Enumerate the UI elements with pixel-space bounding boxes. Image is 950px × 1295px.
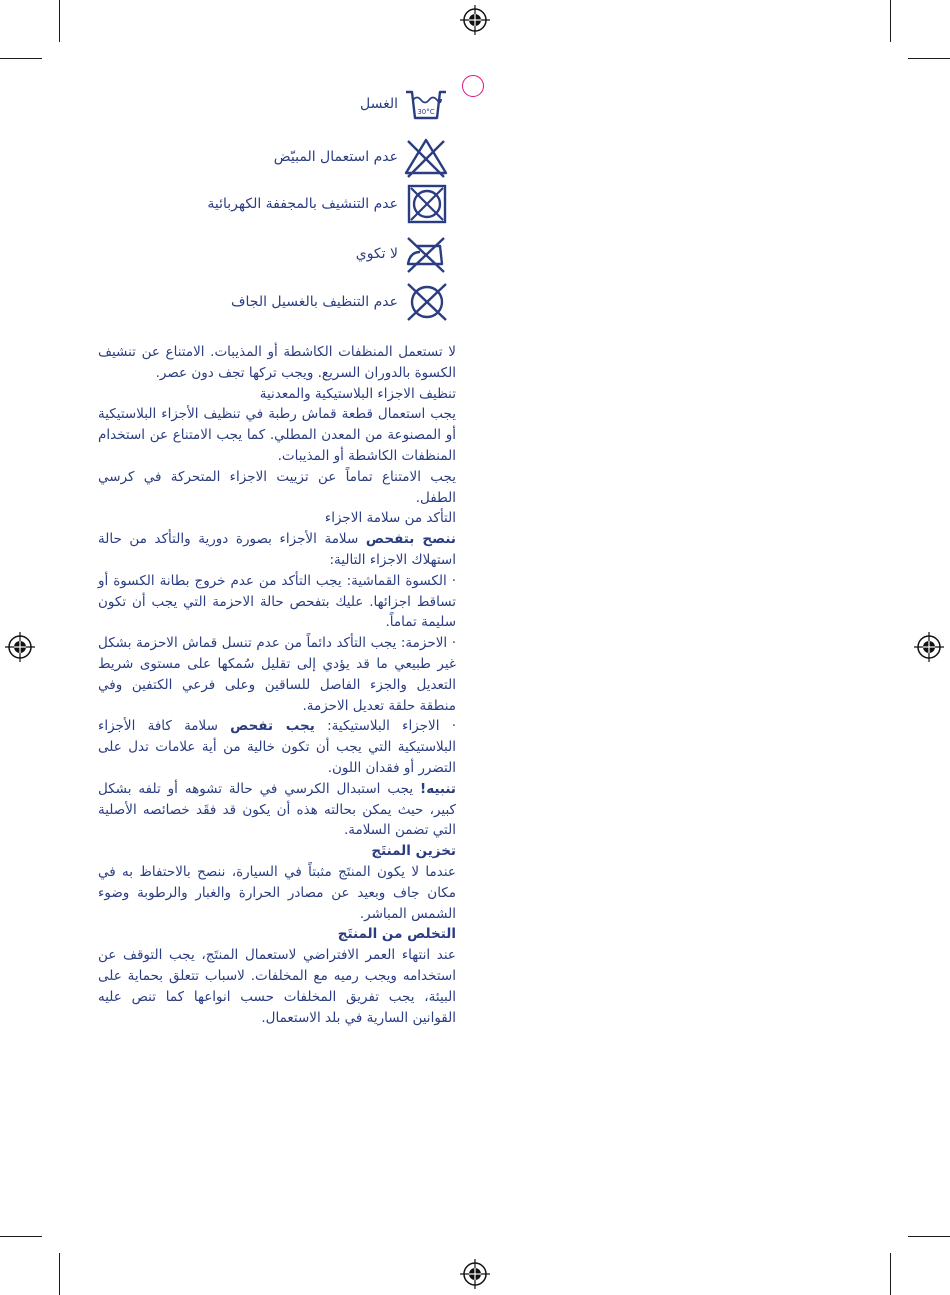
crop-mark	[0, 58, 42, 59]
no-iron-icon	[402, 232, 450, 276]
crop-mark	[890, 1253, 891, 1295]
crop-mark	[890, 0, 891, 42]
care-label-dryclean: عدم التنظيف بالغسيل الجاف	[231, 294, 398, 310]
warning-label: تنبيه!	[420, 780, 456, 797]
care-label-tumble: عدم التنشيف بالمجففة الكهربائية	[207, 196, 398, 212]
registration-mark-top	[460, 5, 490, 35]
page-marker-circle	[462, 75, 484, 97]
warning-paragraph	[98, 779, 456, 841]
bullet-item: · الكسوة القماشية: يجب التأكد من عدم خروج بطانة الكسوة أو تساقط اجزائها. عليك بتفحص حالة الاحزمة التي يجب أن تكون سليمة تماماً.	[98, 572, 456, 631]
registration-mark-right	[914, 632, 944, 662]
care-label-iron: لا تكوي	[355, 246, 398, 262]
bullet-item	[98, 716, 456, 778]
paragraph: عند انتهاء العمر الافتراضي لاستعمال المنتَج، يجب التوقف عن استخدامه ويجب رميه مع المخلفات. لاسباب تتعلق بحماية على البيئة، يجب تفريق المخلفات حسب انواعها كما تنص عليه القوانين السارية في بلد الاستعمال.	[98, 947, 456, 1026]
bullet-text: سلامة كافة الأجزاء البلاستيكية التي يجب أن تكون خالية من أية علامات تدل على التضرر أو فقدان اللون.	[98, 718, 456, 776]
paragraph: عندما لا يكون المنتَج مثبتاً في السيارة، ننصح بالاحتفاظ به في مكان جاف وبعيد عن مصادر الحرارة والغبار والرطوبة وضوء الشمس المباشر.	[98, 863, 456, 922]
care-row-wash	[0, 82, 460, 126]
paragraph-text: سلامة الأجزاء بصورة دورية والتأكد من حالة استهلاك الاجزاء التالية:	[98, 531, 456, 568]
paragraph: يجب الامتناع تماماً عن تزييت الاجزاء المتحركة في كرسي الطفل.	[98, 468, 456, 506]
section-heading: التأكد من سلامة الاجزاء	[324, 510, 456, 527]
heading-text: تخزين المنتَج	[371, 843, 456, 860]
care-row-tumble	[0, 182, 460, 226]
care-row-bleach	[0, 135, 460, 179]
care-label-bleach: عدم استعمال المبيّض	[273, 149, 398, 165]
emphasis: يجب تفحص	[230, 718, 315, 735]
bullet-item: · الاحزمة: يجب التأكد دائماً من عدم تنسل قماش الاحزمة بشكل غير طبيعي ما قد يؤدي إلى تقليل سُمكها على مستوى شريط التعديل والجزء الفاصل للساقين وعلى فرعي الكتفين وفي منطقة حلقة تعديل الاحزمة.	[98, 635, 456, 714]
crop-mark	[908, 1236, 950, 1237]
warning-text: يجب استبدال الكرسي في حالة تشوهه أو تلفه بشكل كبير، حيث يمكن بحالته هذه أن يكون قد فقَد خصائصه الأصلية التي تضمن السلامة.	[98, 780, 456, 839]
paragraph: يجب استعمال قطعة قماش رطبة في تنظيف الأجزاء البلاستيكية أو المصنوعة من المعدن المطلي. كما يجب الامتناع عن استخدام المنظفات الكاشطة أو المذيبات.	[98, 406, 456, 464]
paragraph: لا تستعمل المنظفات الكاشطة أو المذيبات. الامتناع عن تنشيف الكسوة بالدوران السريع. ويجب تركها تجف دون عصر.	[98, 344, 456, 381]
section-heading	[98, 924, 456, 945]
care-label-wash: الغسل	[359, 96, 398, 112]
crop-mark	[0, 1236, 42, 1237]
wash-30-icon	[402, 82, 450, 126]
emphasis: ننصح بتفحص	[365, 531, 456, 548]
heading-text: التخلص من المنتَج	[337, 926, 456, 943]
crop-mark	[59, 0, 60, 42]
care-row-iron	[0, 232, 460, 276]
paragraph	[98, 529, 456, 571]
registration-mark-bottom	[460, 1259, 490, 1289]
crop-mark	[59, 1253, 60, 1295]
no-bleach-icon	[402, 135, 450, 179]
wash-temp-label: 30°C	[417, 108, 435, 116]
care-instructions-text	[98, 342, 456, 1028]
no-tumble-dry-icon	[402, 182, 450, 226]
no-dry-clean-icon	[402, 280, 450, 324]
care-row-dryclean	[0, 280, 460, 324]
bullet-prefix: · الاجزاء البلاستيكية:	[327, 718, 456, 735]
registration-mark-left	[5, 632, 35, 662]
section-heading	[98, 841, 456, 862]
crop-mark	[908, 58, 950, 59]
section-heading: تنظيف الاجزاء البلاستيكية والمعدنية	[259, 385, 456, 402]
